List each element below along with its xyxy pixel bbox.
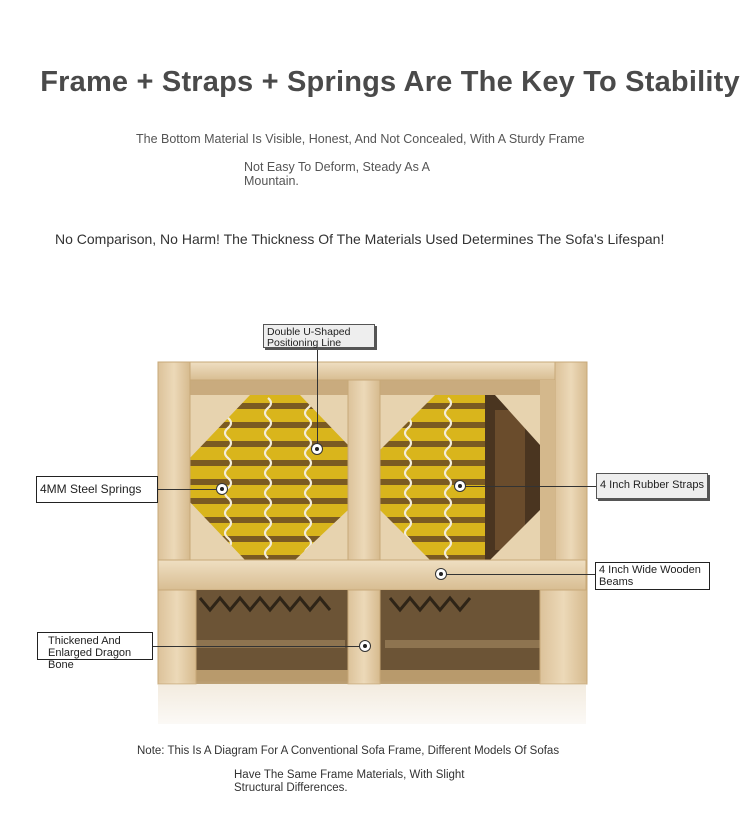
tagline: No Comparison, No Harm! The Thickness Of The Materials Used Determines The Sofa's Lifespan! <box>55 231 665 247</box>
marker-steel-springs <box>216 483 228 495</box>
top-rail <box>158 362 586 380</box>
sofa-frame-illustration <box>150 350 595 740</box>
footer-note-line-1: Note: This Is A Diagram For A Conventional Sofa Frame, Different Models Of Sofas <box>137 745 560 757</box>
footer-note-line-2: Have The Same Frame Materials, With Slight Structural Differences. <box>234 769 465 794</box>
callout-positioning-line: Double U-Shaped Positioning Line <box>263 324 375 348</box>
page-title: Frame + Straps + Springs Are The Key To Stability <box>40 66 740 98</box>
marker-rubber-straps <box>454 480 466 492</box>
marker-wooden-beams <box>435 568 447 580</box>
callout-steel-springs: 4MM Steel Springs <box>36 476 158 503</box>
wide-wooden-beam <box>158 560 586 590</box>
callout-rubber-straps: 4 Inch Rubber Straps <box>596 473 708 499</box>
marker-dragon-bone <box>359 640 371 652</box>
callout-dragon-bone: Thickened And Enlarged Dragon Bone <box>37 632 153 660</box>
subtitle-line-2: Not Easy To Deform, Steady As A Mountain. <box>244 160 430 188</box>
marker-positioning-line <box>311 443 323 455</box>
callout-wooden-beams: 4 Inch Wide Wooden Beams <box>595 562 710 590</box>
subtitle-line-1: The Bottom Material Is Visible, Honest, And Not Concealed, With A Sturdy Frame <box>136 132 585 146</box>
dragon-bone-post <box>348 590 380 684</box>
